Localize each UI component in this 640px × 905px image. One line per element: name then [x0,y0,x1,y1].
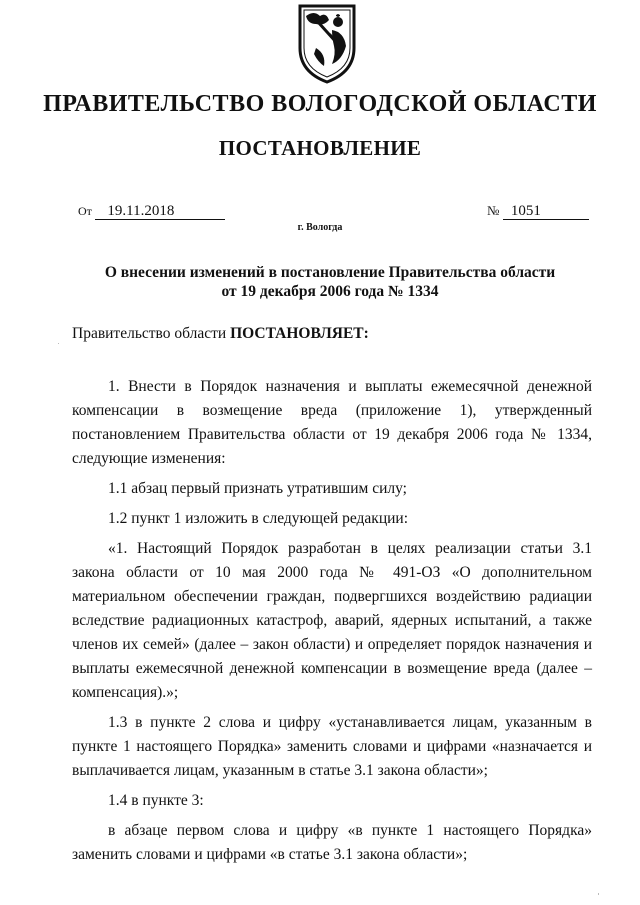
paragraph-quote: «1. Настоящий Порядок разработан в целях реализации статьи 3.1 закона области от 10 мая 2000 года № 491-ОЗ «О дополнительном материальном обеспечении граждан, подвергшихся воздействию радиации вследствие радиационных катастроф, аварий, ядерных испытаний, а также членов их семей» (далее – закон области) и определяет порядок назначения и выплаты ежемесячной денежной компенсации в возмещение вреда (далее – компенсация).»; [72,540,592,701]
government-name: ПРАВИТЕЛЬСТВО ВОЛОГОДСКОЙ ОБЛАСТИ [43,91,597,117]
preamble-decree: ПОСТАНОВЛЯЕТ: [230,325,369,342]
coat-of-arms-icon [296,2,358,84]
preamble [72,325,369,343]
title-line-1: О внесении изменений в постановление Правительства области [104,264,556,281]
paragraph-1-4-a: в абзаце первом слова и цифру «в пункте 1 настоящего Порядка» заменить словами и цифрами «в статье 3.1 закона области»; [72,822,592,863]
paragraph-1-1: 1.1 абзац первый признать утратившим силу; [108,480,407,497]
number-label: № [487,203,500,218]
title-line-2: от 19 декабря 2006 года № 1334 [221,283,439,300]
document-title [70,263,590,301]
number-field [487,203,589,220]
document-type: ПОСТАНОВЛЕНИЕ [218,136,422,160]
paragraph-1-4: 1.4 в пункте 3: [108,792,204,809]
paragraph-1-2: 1.2 пункт 1 изложить в следующей редакции: [108,510,409,527]
scan-mark [58,343,59,344]
paragraph-1-3: 1.3 в пункте 2 слова и цифру «устанавливается лицам, указанным в пункте 1 настоящего Порядка» заменить словами и цифрами «назначается и выплачивается лицам, указанным в статье 3.1 закона области»; [72,714,592,779]
scan-mark [598,893,599,895]
paragraph-1: 1. Внести в Порядок назначения и выплаты ежемесячной денежной компенсации в возмещение вреда (приложение 1), утвержденный постановлением Правительства области от 19 декабря 2006 года № 1334, следующие изменения: [72,378,592,467]
number-value: 1051 [503,203,589,220]
city: г. Вологда [297,222,343,233]
date-field [78,203,225,220]
document-body [72,375,592,867]
date-value: 19.11.2018 [95,203,225,220]
preamble-text: Правительство области [72,325,231,342]
date-label: От [78,204,92,218]
